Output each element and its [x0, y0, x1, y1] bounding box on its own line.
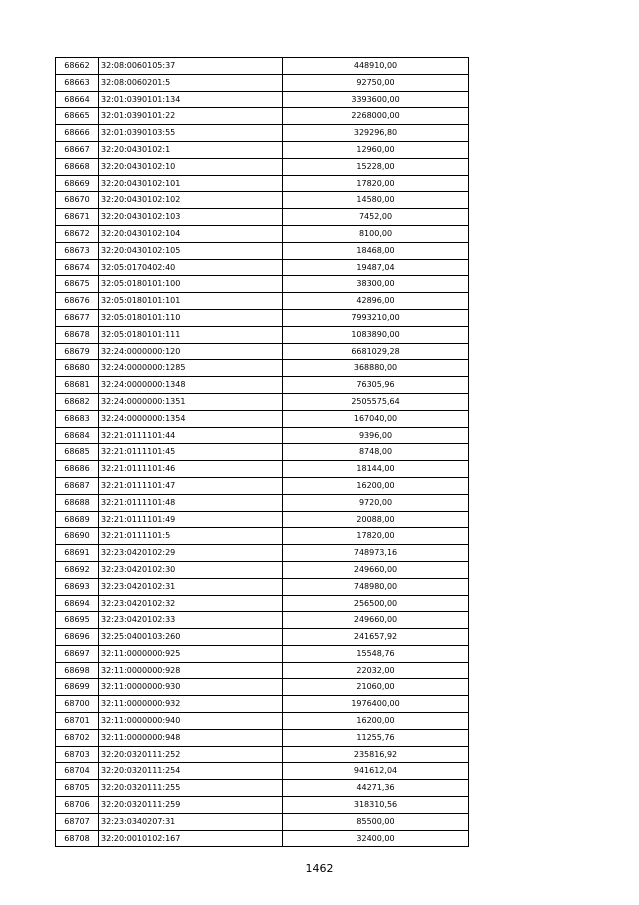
row-number-cell: 68672 — [56, 225, 99, 242]
cadastral-value-cell: 12960,00 — [283, 141, 469, 158]
row-number-cell: 68683 — [56, 410, 99, 427]
cadastral-value-cell: 18144,00 — [283, 461, 469, 478]
cadastral-value-cell: 235816,92 — [283, 746, 469, 763]
table-row — [56, 141, 469, 158]
table-row — [56, 259, 469, 276]
cadastral-value-cell: 167040,00 — [283, 410, 469, 427]
cadastral-number-cell: 32:20:0430102:1 — [99, 141, 283, 158]
cadastral-number-cell: 32:21:0111101:46 — [99, 461, 283, 478]
cadastral-number-cell: 32:23:0420102:33 — [99, 612, 283, 629]
cadastral-value-cell: 7993210,00 — [283, 309, 469, 326]
cadastral-number-cell: 32:21:0111101:45 — [99, 444, 283, 461]
table-body — [56, 58, 469, 847]
cadastral-value-cell: 6681029,28 — [283, 343, 469, 360]
cadastral-value-table — [55, 57, 469, 847]
row-number-cell: 68688 — [56, 494, 99, 511]
table-row — [56, 343, 469, 360]
table-row — [56, 410, 469, 427]
cadastral-number-cell: 32:05:0170402:40 — [99, 259, 283, 276]
cadastral-number-cell: 32:20:0320111:255 — [99, 780, 283, 797]
cadastral-value-cell: 42896,00 — [283, 293, 469, 310]
table-row — [56, 561, 469, 578]
table-row — [56, 293, 469, 310]
cadastral-value-cell: 85500,00 — [283, 813, 469, 830]
table-row — [56, 830, 469, 847]
table-row — [56, 780, 469, 797]
row-number-cell: 68698 — [56, 662, 99, 679]
table-row — [56, 108, 469, 125]
row-number-cell: 68674 — [56, 259, 99, 276]
table-row — [56, 645, 469, 662]
cadastral-number-cell: 32:08:0060201:5 — [99, 74, 283, 91]
table-row — [56, 326, 469, 343]
row-number-cell: 68671 — [56, 209, 99, 226]
cadastral-value-cell: 38300,00 — [283, 276, 469, 293]
row-number-cell: 68667 — [56, 141, 99, 158]
table-row — [56, 444, 469, 461]
cadastral-number-cell: 32:11:0000000:925 — [99, 645, 283, 662]
cadastral-number-cell: 32:23:0340207:31 — [99, 813, 283, 830]
cadastral-value-cell: 21060,00 — [283, 679, 469, 696]
cadastral-value-cell: 44271,36 — [283, 780, 469, 797]
row-number-cell: 68704 — [56, 763, 99, 780]
cadastral-number-cell: 32:23:0420102:31 — [99, 578, 283, 595]
row-number-cell: 68663 — [56, 74, 99, 91]
row-number-cell: 68706 — [56, 797, 99, 814]
cadastral-value-cell: 15228,00 — [283, 158, 469, 175]
cadastral-number-cell: 32:11:0000000:948 — [99, 729, 283, 746]
row-number-cell: 68662 — [56, 58, 99, 75]
row-number-cell: 68695 — [56, 612, 99, 629]
cadastral-value-cell: 249660,00 — [283, 612, 469, 629]
cadastral-value-cell: 16200,00 — [283, 477, 469, 494]
cadastral-value-cell: 92750,00 — [283, 74, 469, 91]
cadastral-number-cell: 32:25:0400103:260 — [99, 629, 283, 646]
row-number-cell: 68693 — [56, 578, 99, 595]
cadastral-number-cell: 32:20:0430102:10 — [99, 158, 283, 175]
row-number-cell: 68708 — [56, 830, 99, 847]
cadastral-number-cell: 32:01:0390101:22 — [99, 108, 283, 125]
cadastral-number-cell: 32:20:0430102:105 — [99, 242, 283, 259]
table-row — [56, 746, 469, 763]
table-row — [56, 360, 469, 377]
cadastral-value-cell: 18468,00 — [283, 242, 469, 259]
row-number-cell: 68686 — [56, 461, 99, 478]
row-number-cell: 68687 — [56, 477, 99, 494]
table-row — [56, 427, 469, 444]
cadastral-number-cell: 32:20:0320111:259 — [99, 797, 283, 814]
cadastral-value-cell: 7452,00 — [283, 209, 469, 226]
cadastral-number-cell: 32:05:0180101:100 — [99, 276, 283, 293]
table-row — [56, 377, 469, 394]
cadastral-number-cell: 32:20:0430102:103 — [99, 209, 283, 226]
cadastral-number-cell: 32:23:0420102:29 — [99, 545, 283, 562]
cadastral-value-cell: 9396,00 — [283, 427, 469, 444]
row-number-cell: 68668 — [56, 158, 99, 175]
cadastral-number-cell: 32:01:0390103:55 — [99, 125, 283, 142]
cadastral-value-cell: 1976400,00 — [283, 696, 469, 713]
cadastral-number-cell: 32:23:0420102:32 — [99, 595, 283, 612]
table-row — [56, 175, 469, 192]
cadastral-number-cell: 32:08:0060105:37 — [99, 58, 283, 75]
row-number-cell: 68692 — [56, 561, 99, 578]
row-number-cell: 68690 — [56, 528, 99, 545]
cadastral-value-cell: 17820,00 — [283, 528, 469, 545]
row-number-cell: 68700 — [56, 696, 99, 713]
cadastral-value-cell: 318310,56 — [283, 797, 469, 814]
table-row — [56, 679, 469, 696]
cadastral-number-cell: 32:24:0000000:1354 — [99, 410, 283, 427]
cadastral-number-cell: 32:21:0111101:5 — [99, 528, 283, 545]
table-row — [56, 309, 469, 326]
row-number-cell: 68707 — [56, 813, 99, 830]
row-number-cell: 68701 — [56, 713, 99, 730]
cadastral-number-cell: 32:11:0000000:928 — [99, 662, 283, 679]
cadastral-number-cell: 32:20:0430102:102 — [99, 192, 283, 209]
row-number-cell: 68685 — [56, 444, 99, 461]
cadastral-table-container — [55, 57, 469, 847]
cadastral-number-cell: 32:20:0320111:252 — [99, 746, 283, 763]
cadastral-value-cell: 9720,00 — [283, 494, 469, 511]
cadastral-value-cell: 14580,00 — [283, 192, 469, 209]
row-number-cell: 68682 — [56, 393, 99, 410]
row-number-cell: 68673 — [56, 242, 99, 259]
cadastral-value-cell: 20088,00 — [283, 511, 469, 528]
table-row — [56, 494, 469, 511]
cadastral-number-cell: 32:11:0000000:940 — [99, 713, 283, 730]
cadastral-number-cell: 32:24:0000000:1285 — [99, 360, 283, 377]
row-number-cell: 68679 — [56, 343, 99, 360]
row-number-cell: 68677 — [56, 309, 99, 326]
table-row — [56, 763, 469, 780]
row-number-cell: 68694 — [56, 595, 99, 612]
table-row — [56, 511, 469, 528]
row-number-cell: 68703 — [56, 746, 99, 763]
table-row — [56, 477, 469, 494]
cadastral-number-cell: 32:23:0420102:30 — [99, 561, 283, 578]
row-number-cell: 68676 — [56, 293, 99, 310]
table-row — [56, 91, 469, 108]
table-row — [56, 662, 469, 679]
row-number-cell: 68697 — [56, 645, 99, 662]
cadastral-value-cell: 941612,04 — [283, 763, 469, 780]
table-row — [56, 578, 469, 595]
table-row — [56, 528, 469, 545]
cadastral-value-cell: 8100,00 — [283, 225, 469, 242]
cadastral-number-cell: 32:05:0180101:101 — [99, 293, 283, 310]
table-row — [56, 393, 469, 410]
table-row — [56, 158, 469, 175]
cadastral-number-cell: 32:21:0111101:47 — [99, 477, 283, 494]
cadastral-value-cell: 748973,16 — [283, 545, 469, 562]
cadastral-value-cell: 32400,00 — [283, 830, 469, 847]
table-row — [56, 225, 469, 242]
cadastral-number-cell: 32:24:0000000:1348 — [99, 377, 283, 394]
cadastral-number-cell: 32:20:0320111:254 — [99, 763, 283, 780]
row-number-cell: 68664 — [56, 91, 99, 108]
table-row — [56, 612, 469, 629]
row-number-cell: 68689 — [56, 511, 99, 528]
table-row — [56, 74, 469, 91]
cadastral-value-cell: 329296,80 — [283, 125, 469, 142]
cadastral-value-cell: 16200,00 — [283, 713, 469, 730]
row-number-cell: 68699 — [56, 679, 99, 696]
row-number-cell: 68666 — [56, 125, 99, 142]
table-row — [56, 629, 469, 646]
table-row — [56, 713, 469, 730]
cadastral-value-cell: 256500,00 — [283, 595, 469, 612]
cadastral-value-cell: 3393600,00 — [283, 91, 469, 108]
cadastral-number-cell: 32:11:0000000:930 — [99, 679, 283, 696]
cadastral-number-cell: 32:20:0430102:101 — [99, 175, 283, 192]
table-row — [56, 58, 469, 75]
table-row — [56, 729, 469, 746]
table-row — [56, 797, 469, 814]
cadastral-value-cell: 2268000,00 — [283, 108, 469, 125]
row-number-cell: 68705 — [56, 780, 99, 797]
row-number-cell: 68669 — [56, 175, 99, 192]
page-number: 1462 — [305, 862, 334, 875]
row-number-cell: 68702 — [56, 729, 99, 746]
table-row — [56, 696, 469, 713]
cadastral-number-cell: 32:21:0111101:48 — [99, 494, 283, 511]
row-number-cell: 68670 — [56, 192, 99, 209]
cadastral-value-cell: 19487,04 — [283, 259, 469, 276]
table-row — [56, 192, 469, 209]
cadastral-value-cell: 8748,00 — [283, 444, 469, 461]
cadastral-number-cell: 32:21:0111101:44 — [99, 427, 283, 444]
row-number-cell: 68696 — [56, 629, 99, 646]
cadastral-number-cell: 32:01:0390101:134 — [99, 91, 283, 108]
table-row — [56, 125, 469, 142]
cadastral-value-cell: 748980,00 — [283, 578, 469, 595]
cadastral-number-cell: 32:24:0000000:1351 — [99, 393, 283, 410]
cadastral-value-cell: 448910,00 — [283, 58, 469, 75]
cadastral-value-cell: 241657,92 — [283, 629, 469, 646]
table-row — [56, 545, 469, 562]
row-number-cell: 68675 — [56, 276, 99, 293]
cadastral-number-cell: 32:05:0180101:110 — [99, 309, 283, 326]
cadastral-value-cell: 2505575,64 — [283, 393, 469, 410]
cadastral-value-cell: 11255,76 — [283, 729, 469, 746]
row-number-cell: 68680 — [56, 360, 99, 377]
table-row — [56, 242, 469, 259]
cadastral-value-cell: 17820,00 — [283, 175, 469, 192]
cadastral-value-cell: 368880,00 — [283, 360, 469, 377]
cadastral-value-cell: 249660,00 — [283, 561, 469, 578]
row-number-cell: 68684 — [56, 427, 99, 444]
cadastral-number-cell: 32:05:0180101:111 — [99, 326, 283, 343]
cadastral-value-cell: 22032,00 — [283, 662, 469, 679]
cadastral-number-cell: 32:20:0010102:167 — [99, 830, 283, 847]
table-row — [56, 209, 469, 226]
cadastral-number-cell: 32:24:0000000:120 — [99, 343, 283, 360]
row-number-cell: 68681 — [56, 377, 99, 394]
row-number-cell: 68678 — [56, 326, 99, 343]
row-number-cell: 68691 — [56, 545, 99, 562]
table-row — [56, 595, 469, 612]
cadastral-value-cell: 76305,96 — [283, 377, 469, 394]
table-row — [56, 461, 469, 478]
cadastral-number-cell: 32:20:0430102:104 — [99, 225, 283, 242]
row-number-cell: 68665 — [56, 108, 99, 125]
cadastral-value-cell: 15548,76 — [283, 645, 469, 662]
table-row — [56, 276, 469, 293]
cadastral-number-cell: 32:11:0000000:932 — [99, 696, 283, 713]
cadastral-value-cell: 1083890,00 — [283, 326, 469, 343]
cadastral-number-cell: 32:21:0111101:49 — [99, 511, 283, 528]
table-row — [56, 813, 469, 830]
